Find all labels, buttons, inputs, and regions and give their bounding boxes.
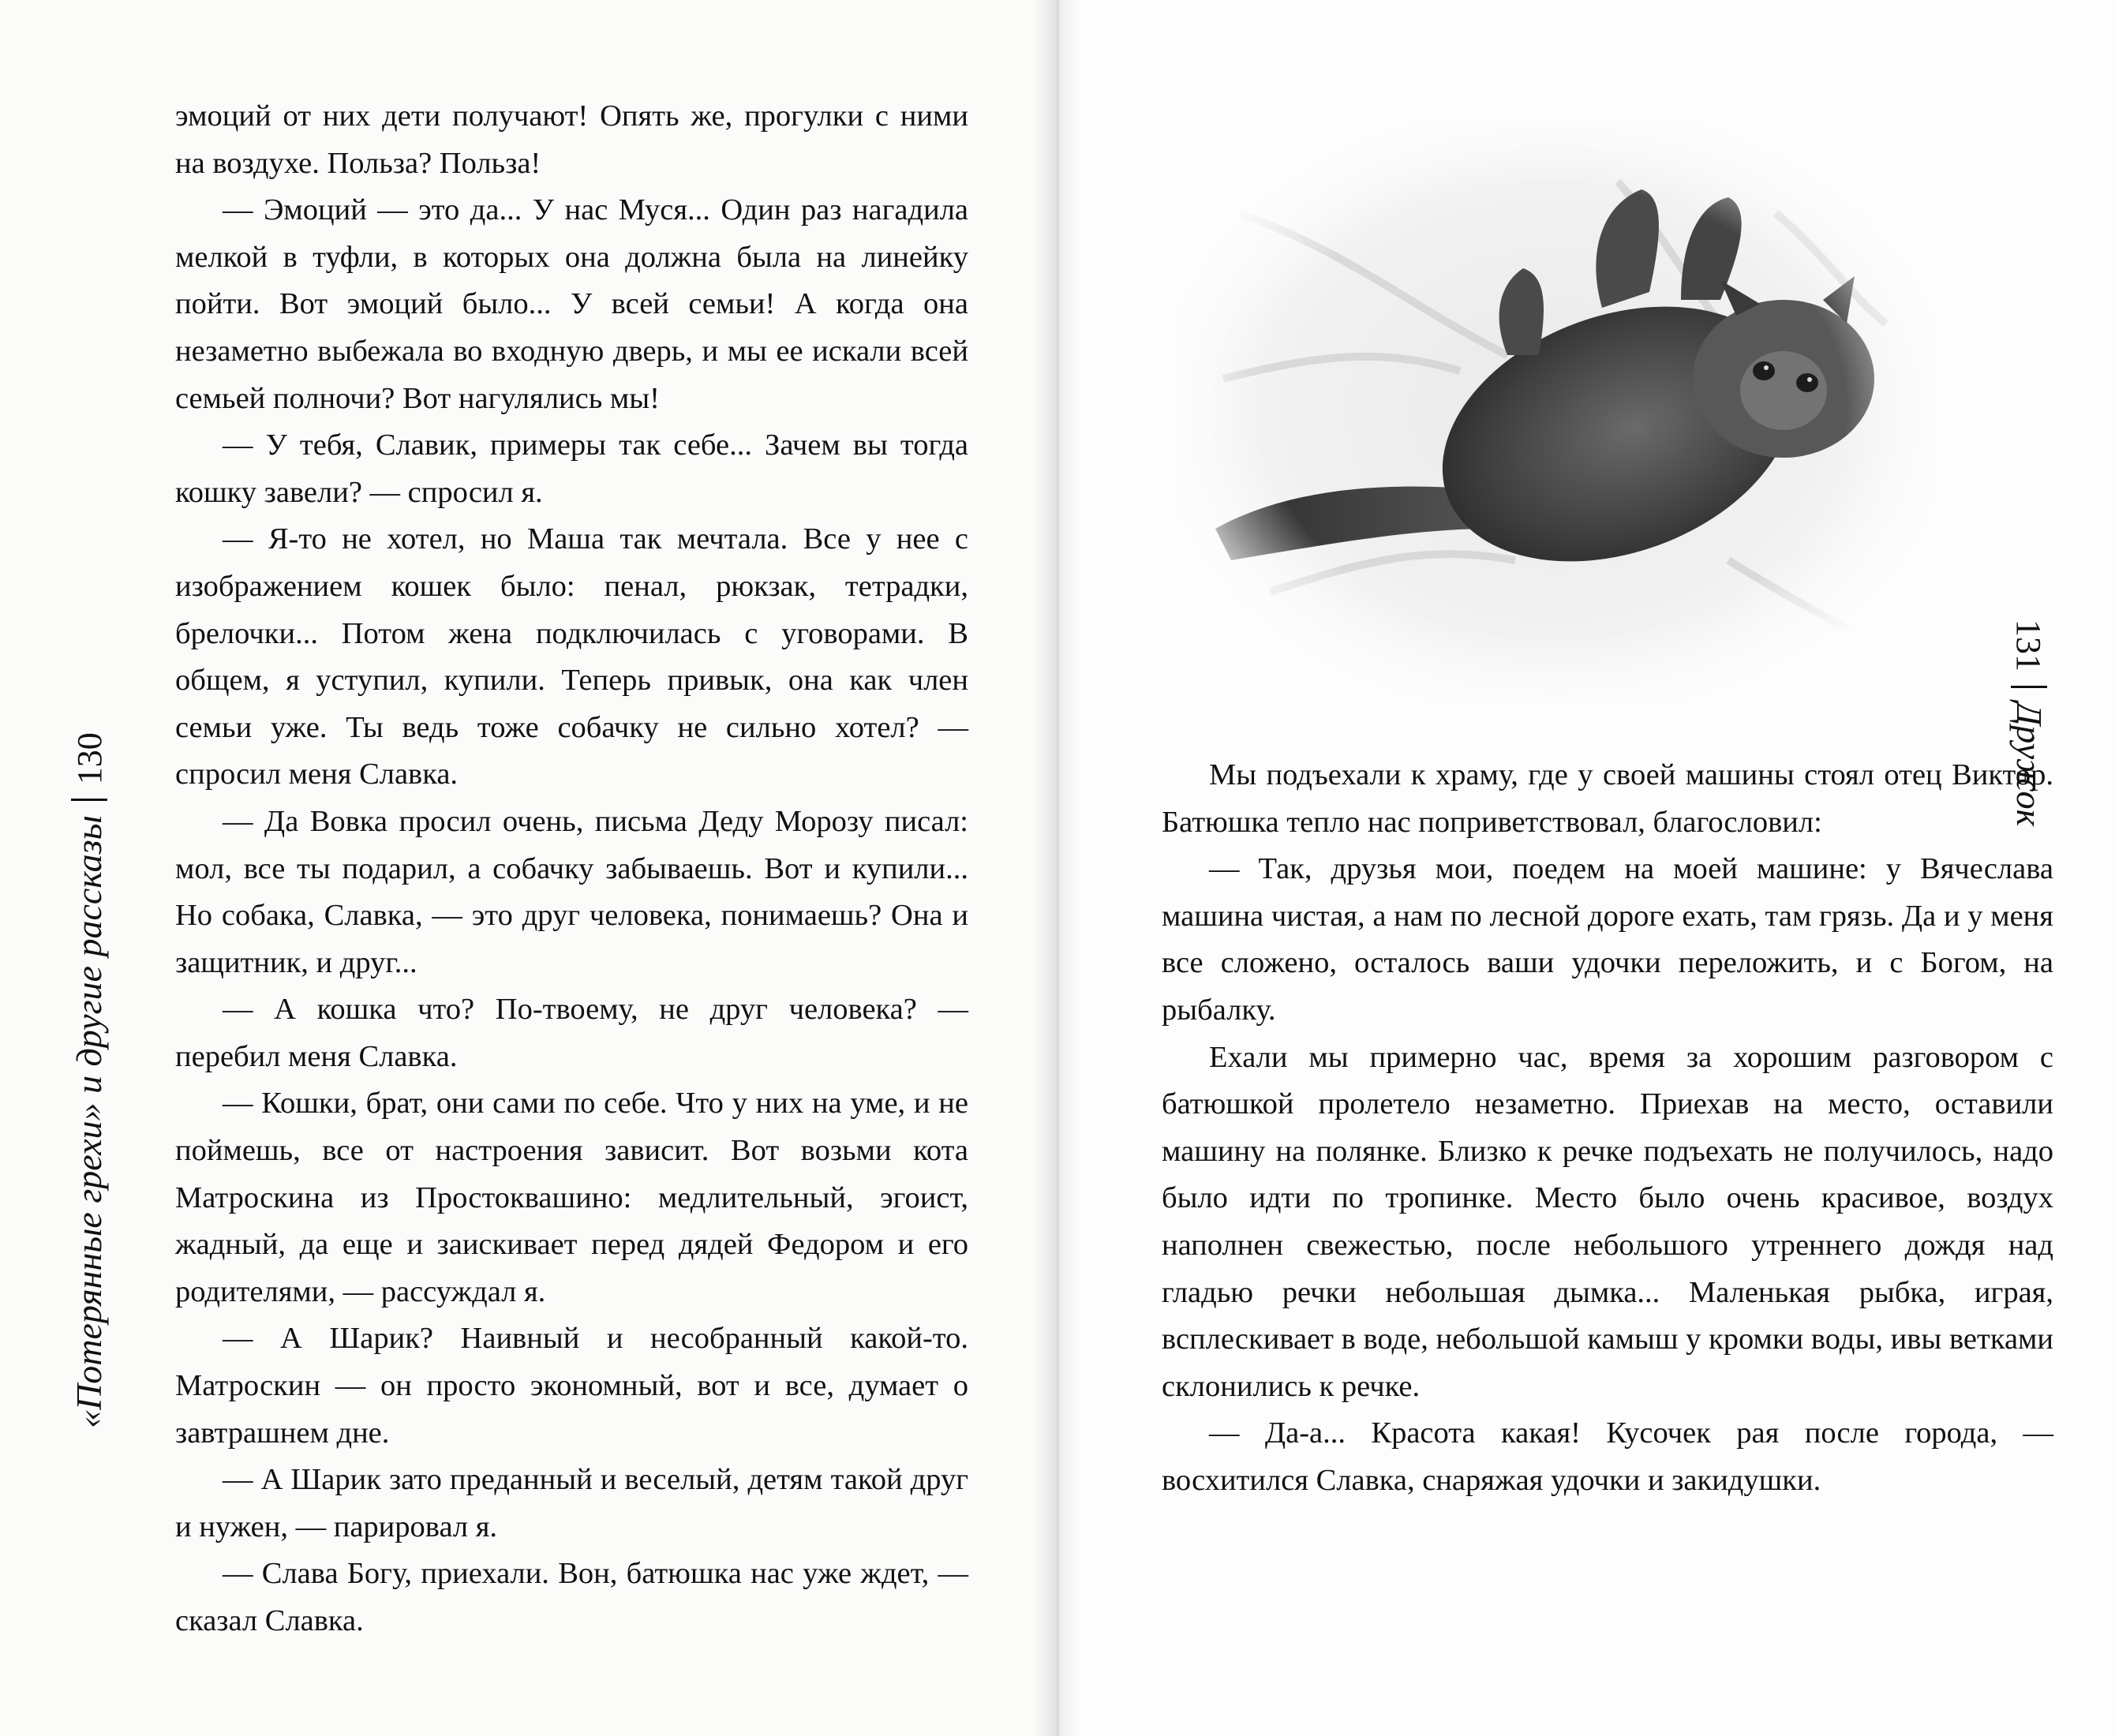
book-title: «Потерянные грехи» и другие рассказы bbox=[69, 815, 109, 1428]
left-page-text bbox=[175, 93, 968, 1645]
paragraph: — Эмоций — это да... У нас Муся... Один раз нагадила мелкой в туфли, в которых она должна была на линейку пойти. Вот эмоций было... У всей семьи! А когда она незаметно выбежала во входную дверь, и мы ее искали всей семьей полночи? Вот нагулялись мы! bbox=[175, 193, 968, 415]
right-running-header bbox=[2008, 619, 2050, 826]
paragraph: — Кошки, брат, они сами по себе. Что у них на уме, и не поймешь, все от настроения зависит. Вот возьми кота Матроскина из Простоквашино: медлительный, эгоист, жадный, да еще и заискивает перед дядей Федором и его родителями, — рассуждал я. bbox=[175, 1087, 968, 1308]
header-divider bbox=[2011, 686, 2047, 688]
paragraph: — А кошка что? По-твоему, не друг человека? — перебил меня Славка. bbox=[175, 993, 968, 1073]
chapter-title: Дружок bbox=[2009, 702, 2049, 827]
book-gutter bbox=[1034, 0, 1081, 1736]
paragraph: — У тебя, Славик, примеры так себе... Зачем вы тогда кошку завели? — спросил я. bbox=[175, 428, 968, 509]
paragraph: — Так, друзья мои, поедем на моей машине: у Вячеслава машина чистая, а нам по лесной дороге ехать, там грязь. Да и у меня все сложено, осталось ваши удочки переложить, и с Богом, на рыбалку. bbox=[1162, 852, 2053, 1027]
paragraph: эмоций от них дети получают! Опять же, прогулки с ними на воздухе. Польза? Польза! bbox=[175, 99, 968, 180]
paragraph: — Да Вовка просил очень, письма Деду Морозу писал: мол, все ты подарил, а собачку забываешь. Вот и купили... Но собака, Славка, — это друг человека, понимаешь? Она и защитник, и друг... bbox=[175, 804, 968, 979]
paragraph: Ехали мы примерно час, время за хорошим разговором с батюшкой пролетело незаметно. Приехав на место, оставили машину на полянке. Близко к речке подъехать не получилось, надо было идти по тропинке. Место было очень красивое, воздух наполнен свежестью, после небольшого утреннего дождя над гладью речки небольшая дымка... Маленькая рыбка, играя, всплескивает в воде, небольшой камыш у кромки воды, ивы ветками склонились к речке. bbox=[1162, 1040, 2053, 1403]
paragraph: Мы подъехали к храму, где у своей машины стоял отец Виктор. Батюшка тепло нас поприветствовал, благословил: bbox=[1162, 758, 2053, 839]
paragraph: — Да-а... Красота какая! Кусочек рая после города, — восхитился Славка, снаряжая удочки и закидушки. bbox=[1162, 1416, 2053, 1497]
paragraph: — А Шарик? Наивный и несобранный какой-то. Матроскин — он просто экономный, вот и все, думает о завтрашнем дне. bbox=[175, 1322, 968, 1450]
paragraph: — А Шарик зато преданный и веселый, детям такой друг и нужен, — парировал я. bbox=[175, 1463, 968, 1543]
page-number: 130 bbox=[70, 732, 109, 785]
cat-photo bbox=[1176, 118, 1933, 702]
right-page bbox=[1058, 0, 2115, 1736]
header-divider bbox=[71, 799, 107, 801]
paragraph: — Слава Богу, приехали. Вон, батюшка нас уже ждет, — сказал Славка. bbox=[175, 1557, 968, 1637]
right-page-text bbox=[1162, 752, 2053, 1505]
page-number: 131 bbox=[2009, 619, 2048, 672]
left-running-header bbox=[68, 732, 110, 1428]
paragraph: — Я-то не хотел, но Маша так мечтала. Все у нее с изображением кошек было: пенал, рюкзак, тетрадки, брелочки... Потом жена подключилась с уговорами. В общем, я уступил, купили. Теперь привык, она как член семьи уже. Ты ведь тоже собачку не сильно хотел? — спросил меня Славка. bbox=[175, 522, 968, 791]
